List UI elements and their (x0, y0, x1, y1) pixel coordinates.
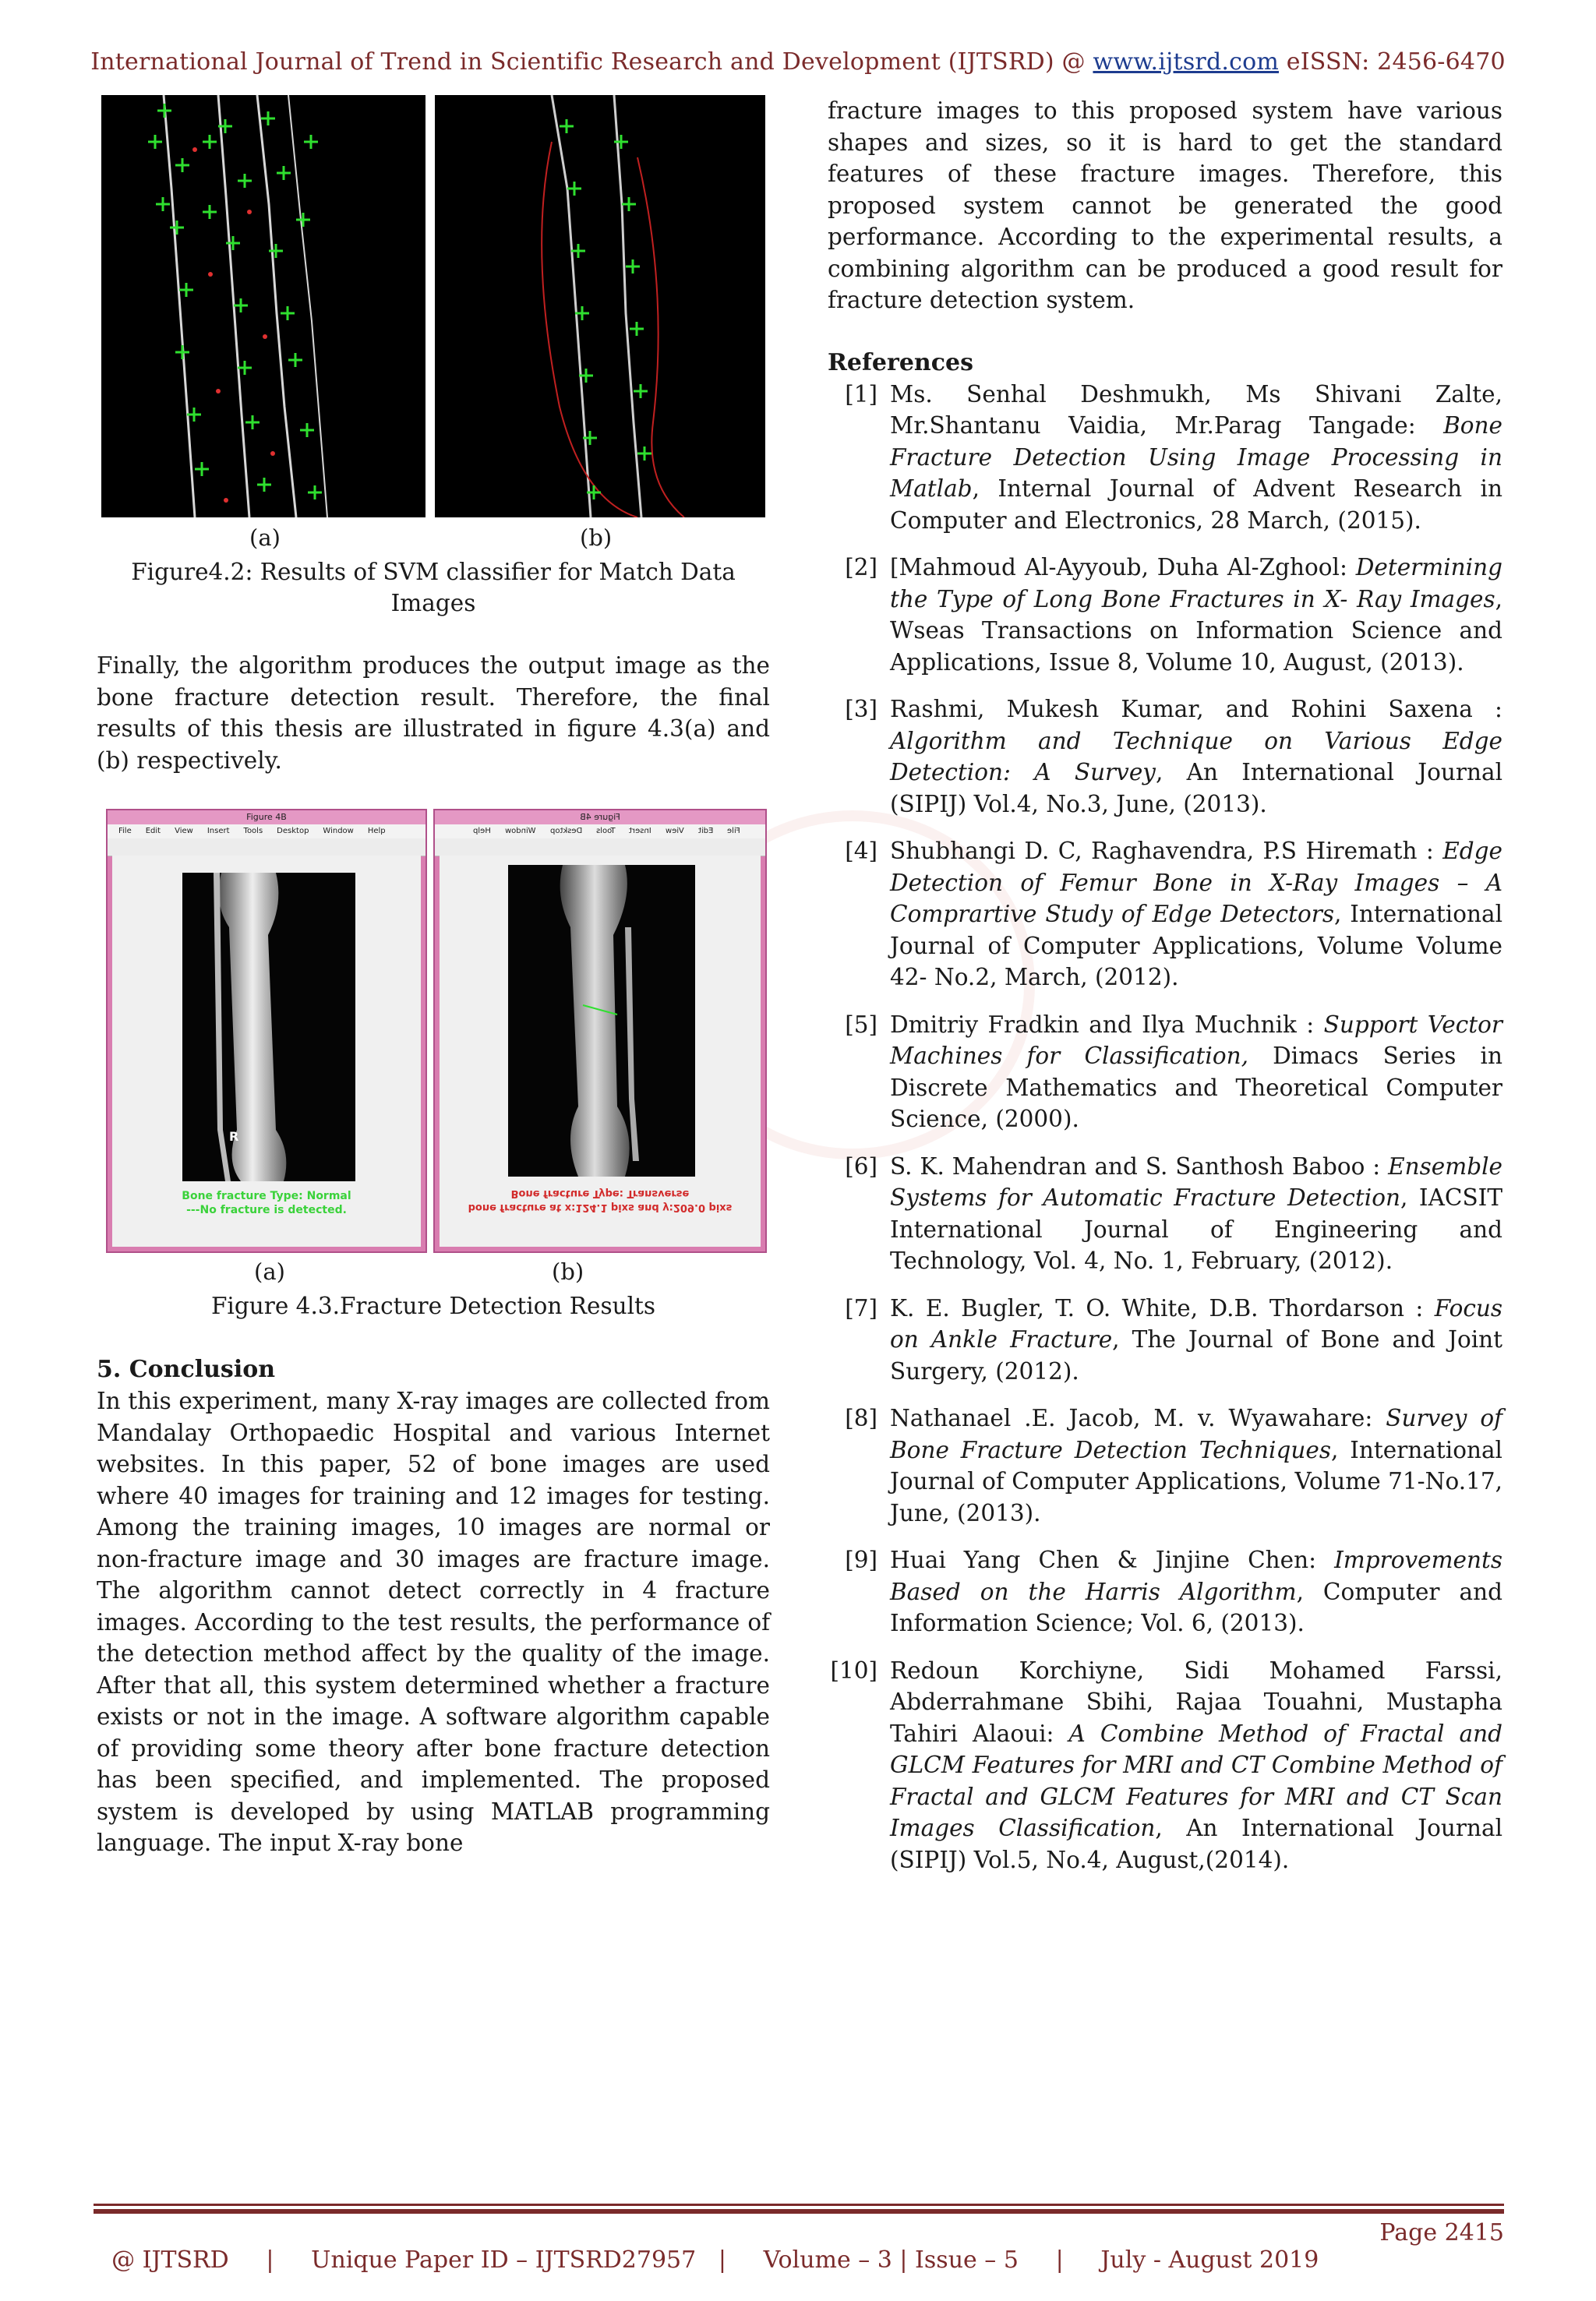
figure-4-3 (97, 809, 770, 1256)
reference-item: [5] Dmitriy Fradkin and Ilya Muchnik : Support Vector Machines for Classification, Dimacs Series in Discrete Mathematics and Theoretical Computer Science, (2000). (845, 1011, 1502, 1132)
window-a-canvas (112, 856, 421, 1247)
paragraph-final-results: Finally, the algorithm produces the output image as the bone fracture detection result. Therefore, the final results of this thesis are illustrated in figure 4.3(a) and (b) respectively. (97, 652, 770, 774)
reference-list (828, 379, 1502, 1876)
left-column (97, 95, 770, 1859)
xray-image-fracture (508, 865, 695, 1177)
no-fracture-detected: ---No fracture is detected. (186, 1204, 347, 1216)
paragraph-continued: fracture images to this proposed system have various shapes and sizes, so it is hard to get the standard features of these fracture images. Therefore, this proposed system cannot be generated the good performance. According to the experimental results, a combining algorithm can be produced a good result for fracture detection system. (828, 97, 1502, 313)
window-b-toolbar (435, 838, 765, 856)
references-title: References (828, 348, 973, 376)
xray-bones-b (508, 865, 695, 1177)
page-footer (97, 2219, 1504, 2301)
fracture-type-transverse: Bone fracture Type: Transverse (510, 1188, 690, 1199)
svm-result-image-b (435, 95, 765, 517)
window-a-menubar (108, 824, 425, 838)
reference-item: [7] K. E. Bugler, T. O. White, D.B. Thordarson : Focus on Ankle Fracture, The Journal of Bone and Joint Surgery, (2012). (845, 1294, 1502, 1385)
menu-mirrored-help[interactable]: Help (473, 827, 492, 835)
running-header (0, 48, 1596, 76)
subcaption-b: (b) (580, 524, 613, 551)
fracture-result-text (440, 1186, 761, 1214)
reference-item: [10] Redoun Korchiyne, Sidi Mohamed Farssi, Abderrahmane Sbihi, Rajaa Touahni, Mustapha Tahiri Alaoui: A Combine Method of Fractal and GLCM Features for MRI and CT Combine Method of Fractal and GLCM Features for MRI and CT Scan Images Classification, An International Journal (SIPIJ) Vol.5, No.4, August,(2014). (830, 1657, 1503, 1873)
journal-link[interactable]: www.ijtsrd.com (1093, 48, 1280, 76)
menu-view[interactable]: View (175, 827, 193, 835)
header-issn: eISSN: 2456-6470 (1279, 48, 1506, 76)
subcaption-a: (a) (249, 524, 281, 551)
window-b-canvas (440, 856, 761, 1247)
figure-4-2 (97, 95, 770, 522)
bone-edge-plot-b (435, 95, 765, 517)
reference-item: [4] Shubhangi D. C, Raghavendra, P.S Hiremath : Edge Detection of Femur Bone in X-Ray Images – A Comprartive Study of Edge Detectors, International Journal of Computer Applications, Volume Volume 42- No.2, March, (2012). (845, 838, 1502, 990)
svg-text:R: R (229, 1129, 239, 1144)
menu-tools[interactable]: Tools (243, 827, 263, 835)
figure-4-2-subcaptions (97, 522, 770, 556)
menu-mirrored-tools[interactable]: Tools (595, 827, 616, 835)
menu-mirrored-insert[interactable]: Insert (629, 827, 652, 835)
menu-mirrored-view[interactable]: View (666, 827, 684, 835)
bone-edge-plot-a (101, 95, 425, 517)
conclusion-paragraph: In this experiment, many X-ray images are collected from Mandalay Orthopaedic Hospital and various Internet websites. In this paper, 52 of bone images are used where 40 images for training and 12 images for testing. Among the training images, 10 images are normal or non-fracture image and 30 images are fracture image. The algorithm cannot detect correctly in 4 fracture images. According to the test results, the performance of the detection method affect by the quality of the image. After that all, this system determined whether a fracture exists or not in the image. A software algorithm capable of providing some theory after bone fracture detection has been specified, and implemented. The proposed system is developed by using MATLAB programming language. The input X-ray bone (97, 1388, 770, 1856)
subcaption-b: (b) (552, 1258, 584, 1285)
menu-desktop[interactable]: Desktop (277, 827, 309, 835)
matlab-window-b (433, 809, 767, 1253)
fracture-type-normal: Bone fracture Type: Normal (182, 1190, 351, 1202)
footer-rule-thick (94, 2209, 1504, 2214)
svm-result-image-a (101, 95, 425, 517)
right-column (828, 95, 1502, 1891)
header-text: International Journal of Trend in Scientific Research and Development (IJTSRD) @ (90, 48, 1093, 76)
figure-4-2-caption: Figure4.2: Results of SVM classifier for Match Data Images (131, 559, 736, 616)
reference-item: [1] Ms. Senhal Deshmukh, Ms Shivani Zalte, Mr.Shantanu Vaidia, Mr.Parag Tangade: Bone Fracture Detection Using Image Processing in Matlab, Internal Journal of Advent Research in Computer and Electronics, 28 March, (2015). (845, 380, 1502, 534)
section-conclusion-title: 5. Conclusion (97, 1356, 276, 1383)
xray-bones-a (182, 873, 355, 1181)
reference-item: [8] Nathanael .E. Jacob, M. v. Wyawahare: Survey of Bone Fracture Detection Techniques, International Journal of Computer Applications, Volume 71-No.17, June, (2013). (845, 1405, 1502, 1526)
figure-4-3-caption: Figure 4.3.Fracture Detection Results (210, 1293, 656, 1319)
window-b-menubar (435, 824, 765, 838)
menu-mirrored-edit[interactable]: Edit (697, 827, 714, 835)
reference-item: [6] S. K. Mahendran and S. Santhosh Baboo : Ensemble Systems for Automatic Fracture Detection, IACSIT International Journal of Engineering and Technology, Vol. 4, No. 1, February, (2012). (845, 1152, 1503, 1274)
bone-fracture-location: bone fracture at x:124.1 pixs and y:209.0 pixs (468, 1202, 733, 1213)
menu-help[interactable]: Help (367, 827, 386, 835)
window-a-title: Figure 4B (108, 810, 425, 824)
footer-info: @ IJTSRD | Unique Paper ID – IJTSRD27957 | Volume – 3 | Issue – 5 | July - August 2019 (111, 2246, 1319, 2274)
window-b-title: Figure 4B (435, 810, 765, 824)
page-number: Page 2415 (1379, 2219, 1504, 2246)
reference-item: [3] Rashmi, Mukesh Kumar, and Rohini Saxena : Algorithm and Technique on Various Edge Detection: A Survey, An International Journal (SIPIJ) Vol.4, No.3, June, (2013). (845, 696, 1503, 817)
figure-4-3-subcaptions (97, 1256, 770, 1290)
reference-item: [2] [Mahmoud Al-Ayyoub, Duha Al-Zghool: Determining the Type of Long Bone Fractures in X- Ray Images, Wseas Transactions on Information Science and Applications, Issue 8, Volume 10, August, (2013). (845, 554, 1502, 676)
reference-item: [9] Huai Yang Chen & Jinjine Chen: Improvements Based on the Harris Algorithm, Computer and Information Science; Vol. 6, (2013). (845, 1547, 1502, 1636)
menu-insert[interactable]: Insert (207, 827, 230, 835)
normal-result-text (112, 1189, 421, 1217)
matlab-window-a (106, 809, 427, 1253)
window-a-toolbar (108, 838, 425, 856)
subcaption-a: (a) (254, 1258, 285, 1285)
footer-rule-thin (94, 2204, 1504, 2206)
menu-edit[interactable]: Edit (145, 827, 161, 835)
menu-mirrored-file[interactable]: File (727, 827, 740, 835)
menu-file[interactable]: File (118, 827, 132, 835)
menu-mirrored-desktop[interactable]: Desktop (549, 827, 582, 835)
menu-window[interactable]: Window (323, 827, 354, 835)
xray-image-normal (182, 873, 355, 1181)
menu-mirrored-window[interactable]: Window (505, 827, 536, 835)
